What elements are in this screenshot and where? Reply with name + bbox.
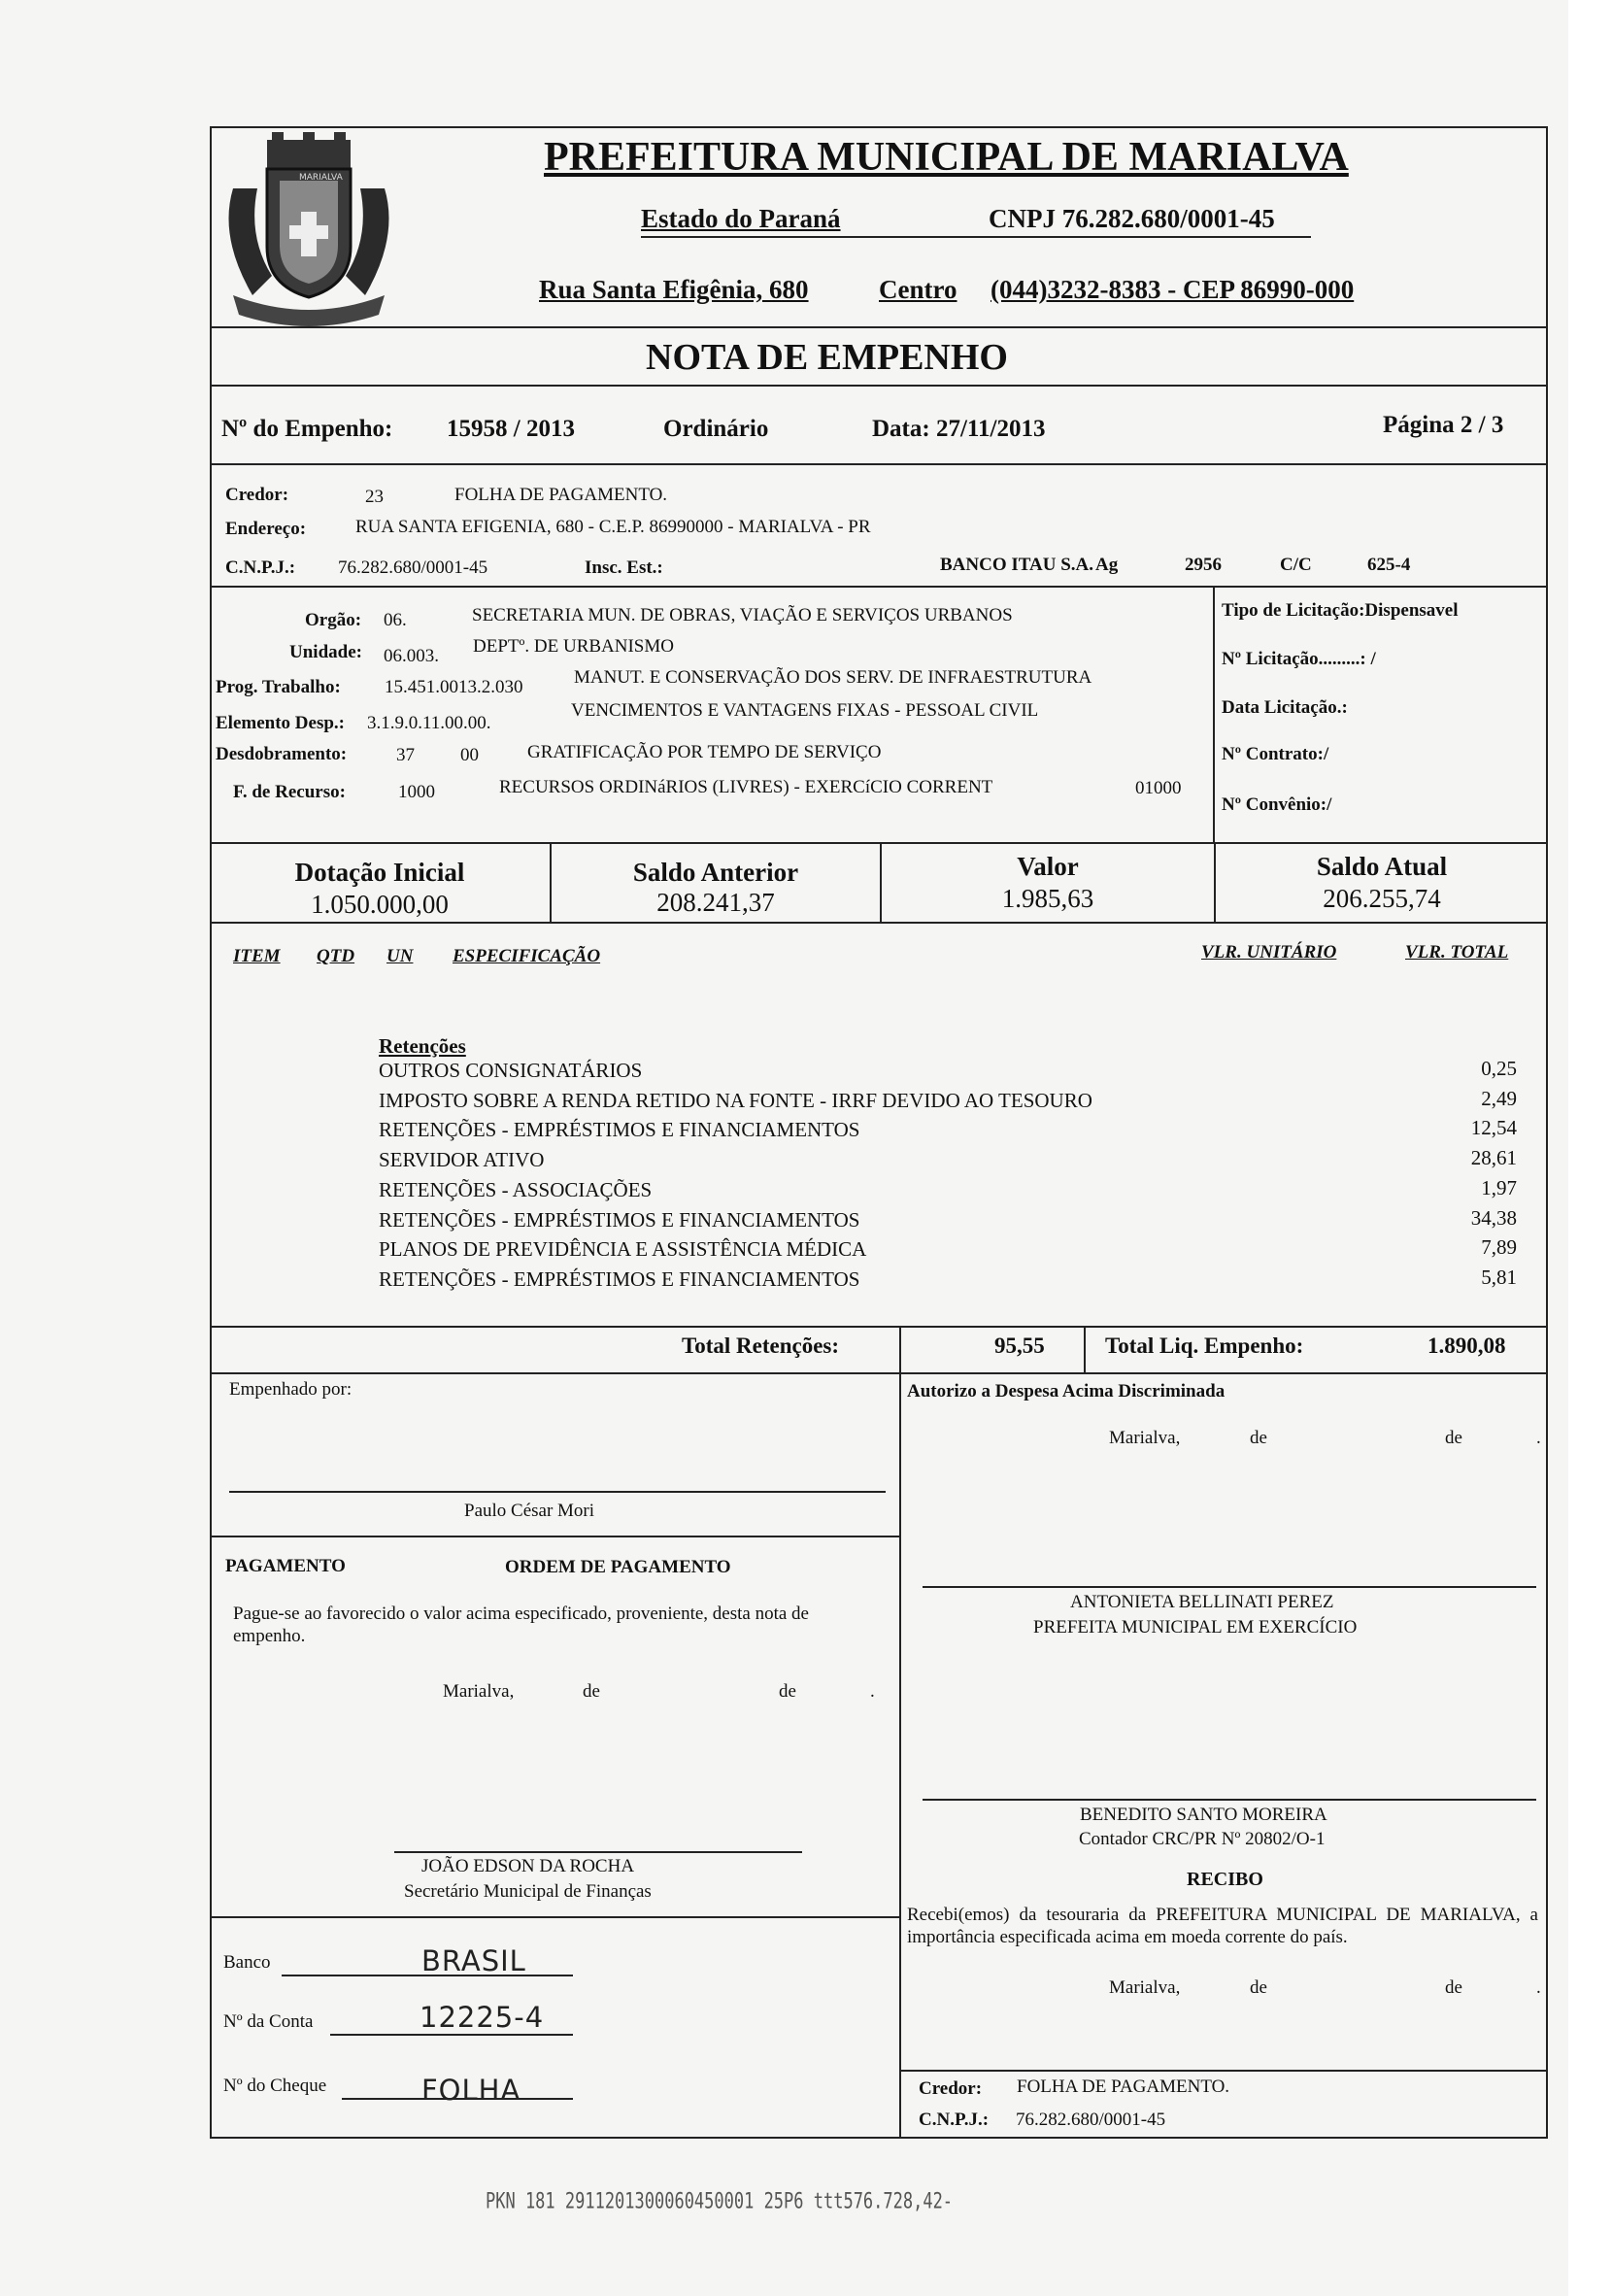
retencao-description: PLANOS DE PREVIDÊNCIA E ASSISTÊNCIA MÉDICA: [379, 1237, 867, 1262]
contador-signature-line: [923, 1799, 1536, 1801]
secretario-name: JOÃO EDSON DA ROCHA: [421, 1856, 635, 1876]
column-qtd: QTD: [317, 946, 355, 966]
agency-label: Ag: [1095, 555, 1119, 575]
agency-number: 2956: [1185, 555, 1222, 575]
column-valor-total: VLR. TOTAL: [1405, 942, 1509, 962]
saldos-divider: [210, 922, 1548, 924]
credor-divider: [210, 586, 1548, 588]
retencao-description: RETENÇÕES - EMPRÉSTIMOS E FINANCIAMENTOS: [379, 1266, 860, 1291]
empenho-type: Ordinário: [663, 416, 769, 442]
retencao-description: RETENÇÕES - EMPRÉSTIMOS E FINANCIAMENTOS: [379, 1118, 860, 1142]
cheque-value[interactable]: FOLHA: [421, 2074, 521, 2107]
bank-name: BANCO ITAU S.A.: [940, 555, 1094, 575]
empenhado-por-label: Empenhado por:: [229, 1379, 353, 1400]
secretario-divider: [210, 1916, 900, 1918]
numero-convenio: Nº Convênio:/: [1222, 794, 1332, 815]
footer-print-code: PKN 181 2911201300060450001 25P6 ttt576.728,42-: [486, 2189, 954, 2214]
empenhado-signature-line: [229, 1491, 886, 1493]
autorizo-dot: .: [1536, 1428, 1541, 1448]
column-valor-unitario: VLR. UNITÁRIO: [1201, 942, 1337, 962]
credor-cnpj-label: C.N.P.J.:: [225, 557, 296, 578]
page-edge: [1568, 0, 1612, 2296]
credor-code: 23: [365, 487, 384, 507]
header-phone-cep: (044)3232-8383 - CEP 86990-000: [991, 275, 1355, 304]
banco-label: Banco: [223, 1952, 271, 1973]
contador-name: BENEDITO SANTO MOREIRA: [1080, 1805, 1327, 1825]
empenhado-por-name: Paulo César Mori: [464, 1501, 595, 1521]
fonte-recurso-code: 1000: [398, 782, 435, 802]
retencao-description: OUTROS CONSIGNATÁRIOS: [379, 1059, 643, 1082]
recibo-credor-label: Credor:: [919, 2078, 983, 2099]
empenho-divider: [210, 463, 1548, 465]
total-liquido-label: Total Liq. Empenho:: [1105, 1334, 1304, 1358]
credor-name: FOLHA DE PAGAMENTO.: [454, 485, 668, 505]
account-number: 625-4: [1367, 555, 1411, 575]
retencao-value: 1,97: [1481, 1175, 1517, 1199]
desdobramento-sub: 00: [460, 745, 479, 765]
municipality-title: PREFEITURA MUNICIPAL DE MARIALVA: [544, 135, 1349, 180]
retencao-description: RETENÇÕES - ASSOCIAÇÕES: [379, 1177, 653, 1201]
unidade-label: Unidade:: [289, 642, 362, 662]
empenho-number-label: Nº do Empenho:: [221, 416, 393, 442]
secretario-signature-line: [394, 1851, 802, 1853]
retencao-value: 0,25: [1481, 1057, 1517, 1080]
contador-title: Contador CRC/PR Nº 20802/O-1: [1079, 1829, 1326, 1849]
conta-line: [330, 2034, 573, 2036]
empenho-date: Data: 27/11/2013: [872, 416, 1046, 442]
conta-value[interactable]: 12225-4: [420, 2001, 545, 2034]
dotacao-inicial-label: Dotação Inicial: [294, 858, 465, 887]
signature-column-separator: [899, 1372, 901, 2139]
recibo-cnpj-label: C.N.P.J.:: [919, 2110, 990, 2130]
recibo-city: Marialva,: [1109, 1977, 1181, 1998]
coat-of-arms-icon: [214, 130, 404, 332]
retencao-value: 34,38: [1470, 1205, 1517, 1230]
page-number: Página 2 / 3: [1383, 412, 1504, 438]
secretario-title: Secretário Municipal de Finanças: [404, 1881, 652, 1902]
insc-est-label: Insc. Est.:: [585, 557, 663, 578]
column-especificacao: ESPECIFICAÇÃO: [453, 946, 601, 966]
recibo-de-2: de: [1445, 1977, 1462, 1998]
retencao-value: 5,81: [1481, 1265, 1517, 1289]
desdobramento-description: GRATIFICAÇÃO POR TEMPO DE SERVIÇO: [527, 742, 882, 762]
prog-trabalho-label: Prog. Trabalho:: [216, 677, 341, 697]
state-underline: [641, 236, 1311, 238]
account-label: C/C: [1280, 555, 1312, 575]
recibo-title: RECIBO: [1187, 1869, 1263, 1890]
empenho-number: 15958 / 2013: [447, 416, 575, 442]
endereco-value: RUA SANTA EFIGENIA, 680 - C.E.P. 86990000 - MARIALVA - PR: [355, 517, 871, 537]
orgao-label: Orgão:: [305, 610, 362, 630]
totals-divider: [210, 1372, 1548, 1374]
ordem-de-1: de: [583, 1681, 600, 1702]
licitacao-separator: [1213, 586, 1215, 842]
pagamento-label: PAGAMENTO: [225, 1556, 346, 1576]
desdobramento-code: 37: [396, 745, 415, 765]
total-liquido-value: 1.890,08: [1427, 1334, 1506, 1358]
totals-separator-1: [899, 1326, 901, 1372]
state-name: Estado do Paraná: [641, 204, 841, 233]
retencoes-title: Retenções: [379, 1034, 466, 1058]
unidade-code: 06.003.: [384, 646, 439, 666]
data-licitacao: Data Licitação.:: [1222, 697, 1348, 718]
header-district: Centro: [879, 275, 957, 304]
credor-label: Credor:: [225, 485, 289, 505]
saldo-anterior-value: 208.241,37: [656, 888, 775, 917]
valor-value: 1.985,63: [1001, 884, 1094, 913]
prog-trabalho-code: 15.451.0013.2.030: [385, 677, 523, 697]
elemento-code: 3.1.9.0.11.00.00.: [367, 713, 491, 733]
header-cnpj: CNPJ 76.282.680/0001-45: [989, 204, 1275, 233]
retencao-description: IMPOSTO SOBRE A RENDA RETIDO NA FONTE - IRRF DEVIDO AO TESOURO: [379, 1088, 1092, 1112]
retencao-description: RETENÇÕES - EMPRÉSTIMOS E FINANCIAMENTOS: [379, 1207, 860, 1232]
retencao-value: 2,49: [1481, 1086, 1517, 1110]
fonte-recurso-label: F. de Recurso:: [233, 782, 346, 802]
recibo-cnpj-value: 76.282.680/0001-45: [1016, 2110, 1166, 2130]
tipo-licitacao: Tipo de Licitação:Dispensavel: [1222, 600, 1459, 621]
ordem-dot: .: [870, 1681, 875, 1702]
saldo-anterior-label: Saldo Anterior: [632, 858, 799, 887]
column-item: ITEM: [233, 946, 281, 966]
total-retencoes-value: 95,55: [994, 1334, 1045, 1358]
saldo-atual-label: Saldo Atual: [1316, 852, 1448, 881]
numero-contrato: Nº Contrato:/: [1222, 744, 1329, 764]
dotacao-inicial-value: 1.050.000,00: [311, 890, 449, 919]
prefeita-title: PREFEITA MUNICIPAL EM EXERCÍCIO: [1033, 1617, 1358, 1638]
empenhado-divider: [210, 1536, 900, 1537]
header-divider: [210, 326, 1548, 328]
credor-cnpj: 76.282.680/0001-45: [338, 557, 488, 578]
prog-trabalho-description: MANUT. E CONSERVAÇÃO DOS SERV. DE INFRAESTRUTURA: [574, 667, 1092, 688]
retencao-description: SERVIDOR ATIVO: [379, 1148, 545, 1172]
endereco-label: Endereço:: [225, 519, 307, 539]
autorizo-label: Autorizo a Despesa Acima Discriminada: [907, 1381, 1226, 1401]
recibo-text: Recebi(emos) da tesouraria da PREFEITURA MUNICIPAL DE MARIALVA, a importância especificada acima em moeda corrente do país.: [907, 1905, 1538, 1947]
recibo-de-1: de: [1250, 1977, 1267, 1998]
column-un: UN: [386, 946, 414, 966]
ordem-city: Marialva,: [443, 1681, 515, 1702]
valor-label: Valor: [1017, 852, 1079, 881]
seal-banner-text: MARIALVA: [299, 173, 343, 183]
unidade-description: DEPTº. DE URBANISMO: [473, 636, 674, 657]
autorizo-de-2: de: [1445, 1428, 1462, 1448]
orgao-description: SECRETARIA MUN. DE OBRAS, VIAÇÃO E SERVIÇOS URBANOS: [472, 605, 1013, 625]
cheque-label: Nº do Cheque: [223, 2076, 327, 2096]
fonte-recurso-extra: 01000: [1135, 778, 1182, 798]
desdobramento-label: Desdobramento:: [216, 744, 348, 764]
items-divider: [210, 1326, 1548, 1328]
orgao-code: 06.: [384, 610, 407, 630]
elemento-description: VENCIMENTOS E VANTAGENS FIXAS - PESSOAL CIVIL: [571, 700, 1039, 721]
autorizo-de-1: de: [1250, 1428, 1267, 1448]
saldo-atual-value: 206.255,74: [1323, 884, 1441, 913]
document-title: NOTA DE EMPENHO: [646, 337, 1008, 378]
title-divider: [210, 385, 1548, 387]
numero-licitacao: Nº Licitação.........: /: [1222, 649, 1376, 669]
fonte-recurso-description: RECURSOS ORDINáRIOS (LIVRES) - EXERCíCIO CORRENT: [499, 777, 993, 797]
ordem-pagamento-label: ORDEM DE PAGAMENTO: [505, 1557, 731, 1577]
prefeita-signature-line: [923, 1586, 1536, 1588]
conta-label: Nº da Conta: [223, 2011, 314, 2032]
header-street: Rua Santa Efigênia, 680: [539, 275, 809, 304]
autorizo-city: Marialva,: [1109, 1428, 1181, 1448]
total-retencoes-label: Total Retenções:: [682, 1334, 840, 1358]
totals-separator-2: [1084, 1326, 1086, 1372]
recibo-divider: [899, 2070, 1548, 2072]
elemento-label: Elemento Desp.:: [216, 713, 345, 733]
orcamento-divider: [210, 842, 1548, 844]
ordem-de-2: de: [779, 1681, 796, 1702]
retencao-value: 12,54: [1470, 1116, 1517, 1140]
retencao-value: 28,61: [1470, 1146, 1517, 1170]
retencao-value: 7,89: [1481, 1235, 1517, 1260]
pague-se-text: Pague-se ao favorecido o valor acima especificado, proveniente, desta nota de empenho.: [233, 1604, 809, 1646]
banco-value[interactable]: BRASIL: [421, 1944, 526, 1977]
recibo-credor-value: FOLHA DE PAGAMENTO.: [1017, 2077, 1230, 2097]
prefeita-name: ANTONIETA BELLINATI PEREZ: [1070, 1592, 1334, 1612]
recibo-dot: .: [1536, 1977, 1541, 1998]
